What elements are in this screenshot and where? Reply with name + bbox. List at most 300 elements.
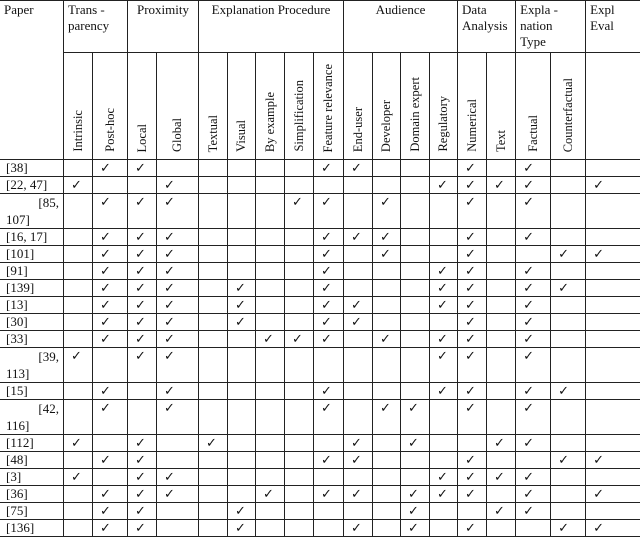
empty-cell bbox=[157, 160, 199, 177]
empty-cell bbox=[256, 469, 285, 486]
check-mark-cell: ✓ bbox=[157, 246, 199, 263]
empty-cell bbox=[199, 194, 228, 229]
empty-cell bbox=[64, 246, 93, 263]
group-header: Audience bbox=[344, 1, 458, 53]
check-mark-cell: ✓ bbox=[128, 314, 157, 331]
empty-cell bbox=[228, 469, 256, 486]
empty-cell bbox=[256, 297, 285, 314]
column-header bbox=[344, 53, 373, 160]
check-mark-cell: ✓ bbox=[314, 194, 344, 229]
paper-ref-line: [39, bbox=[38, 349, 59, 364]
check-mark-cell: ✓ bbox=[93, 160, 128, 177]
empty-cell bbox=[586, 400, 640, 435]
check-mark-cell: ✓ bbox=[344, 160, 373, 177]
paper-cell bbox=[0, 400, 64, 435]
empty-cell bbox=[256, 246, 285, 263]
empty-cell bbox=[344, 400, 373, 435]
check-mark-cell: ✓ bbox=[516, 177, 551, 194]
check-mark-cell: ✓ bbox=[314, 331, 344, 348]
column-header-label: By example bbox=[262, 91, 277, 152]
empty-cell bbox=[285, 314, 314, 331]
empty-cell bbox=[487, 331, 516, 348]
empty-cell bbox=[157, 503, 199, 520]
check-mark-cell: ✓ bbox=[373, 194, 401, 229]
check-mark-cell: ✓ bbox=[314, 383, 344, 400]
check-mark-cell: ✓ bbox=[93, 297, 128, 314]
check-mark-cell: ✓ bbox=[344, 486, 373, 503]
empty-cell bbox=[285, 263, 314, 280]
empty-cell bbox=[551, 503, 586, 520]
empty-cell bbox=[373, 263, 401, 280]
check-mark-cell: ✓ bbox=[516, 229, 551, 246]
column-header bbox=[586, 53, 640, 160]
empty-cell bbox=[586, 280, 640, 297]
empty-cell bbox=[64, 314, 93, 331]
check-mark-cell: ✓ bbox=[516, 280, 551, 297]
column-header-label: Counterfactual bbox=[560, 77, 575, 152]
paper-cell: [30] bbox=[0, 314, 64, 331]
check-mark-cell: ✓ bbox=[314, 229, 344, 246]
check-mark-cell: ✓ bbox=[458, 331, 487, 348]
empty-cell bbox=[285, 435, 314, 452]
group-header-row bbox=[0, 1, 640, 53]
empty-cell bbox=[551, 486, 586, 503]
empty-cell bbox=[64, 160, 93, 177]
empty-cell bbox=[551, 435, 586, 452]
empty-cell bbox=[401, 331, 430, 348]
check-mark-cell: ✓ bbox=[551, 452, 586, 469]
empty-cell bbox=[586, 314, 640, 331]
empty-cell bbox=[314, 435, 344, 452]
check-mark-cell: ✓ bbox=[430, 263, 458, 280]
empty-cell bbox=[199, 280, 228, 297]
paper-cell: [75] bbox=[0, 503, 64, 520]
empty-cell bbox=[586, 383, 640, 400]
paper-cell: [38] bbox=[0, 160, 64, 177]
check-mark-cell: ✓ bbox=[458, 160, 487, 177]
empty-cell bbox=[228, 486, 256, 503]
check-mark-cell: ✓ bbox=[458, 263, 487, 280]
table-row bbox=[0, 314, 640, 331]
paper-cell: [15] bbox=[0, 383, 64, 400]
empty-cell bbox=[551, 400, 586, 435]
paper-cell: [33] bbox=[0, 331, 64, 348]
check-mark-cell: ✓ bbox=[458, 194, 487, 229]
check-mark-cell: ✓ bbox=[128, 435, 157, 452]
empty-cell bbox=[373, 314, 401, 331]
paper-cell: [101] bbox=[0, 246, 64, 263]
empty-cell bbox=[285, 246, 314, 263]
empty-cell bbox=[516, 520, 551, 537]
check-mark-cell: ✓ bbox=[487, 469, 516, 486]
check-mark-cell: ✓ bbox=[93, 314, 128, 331]
empty-cell bbox=[344, 331, 373, 348]
paper-cell: [13] bbox=[0, 297, 64, 314]
empty-cell bbox=[487, 400, 516, 435]
check-mark-cell: ✓ bbox=[551, 246, 586, 263]
empty-cell bbox=[157, 520, 199, 537]
empty-cell bbox=[228, 177, 256, 194]
check-mark-cell: ✓ bbox=[314, 263, 344, 280]
empty-cell bbox=[516, 246, 551, 263]
empty-cell bbox=[401, 229, 430, 246]
column-header bbox=[314, 53, 344, 160]
empty-cell bbox=[285, 383, 314, 400]
empty-cell bbox=[487, 383, 516, 400]
check-mark-cell: ✓ bbox=[430, 348, 458, 383]
empty-cell bbox=[199, 348, 228, 383]
empty-cell bbox=[487, 486, 516, 503]
column-header-label: Factual bbox=[525, 115, 540, 152]
check-mark-cell: ✓ bbox=[314, 314, 344, 331]
check-mark-cell: ✓ bbox=[314, 400, 344, 435]
check-mark-cell: ✓ bbox=[128, 229, 157, 246]
column-header bbox=[487, 53, 516, 160]
empty-cell bbox=[487, 160, 516, 177]
check-mark-cell: ✓ bbox=[586, 486, 640, 503]
paper-cell: [112] bbox=[0, 435, 64, 452]
paper-ref-line: [42, bbox=[38, 401, 59, 416]
check-mark-cell: ✓ bbox=[256, 486, 285, 503]
empty-cell bbox=[285, 280, 314, 297]
check-mark-cell: ✓ bbox=[157, 383, 199, 400]
check-mark-cell: ✓ bbox=[314, 246, 344, 263]
empty-cell bbox=[256, 263, 285, 280]
empty-cell bbox=[285, 400, 314, 435]
empty-cell bbox=[256, 229, 285, 246]
check-mark-cell: ✓ bbox=[93, 246, 128, 263]
check-mark-cell: ✓ bbox=[586, 520, 640, 537]
check-mark-cell: ✓ bbox=[344, 452, 373, 469]
empty-cell bbox=[430, 246, 458, 263]
check-mark-cell: ✓ bbox=[128, 194, 157, 229]
paper-cell bbox=[0, 348, 64, 383]
empty-cell bbox=[344, 194, 373, 229]
check-mark-cell: ✓ bbox=[157, 177, 199, 194]
table-row bbox=[0, 400, 640, 435]
empty-cell bbox=[157, 452, 199, 469]
empty-cell bbox=[199, 520, 228, 537]
table-row bbox=[0, 280, 640, 297]
empty-cell bbox=[199, 331, 228, 348]
column-header-label: Visual bbox=[234, 120, 249, 152]
empty-cell bbox=[586, 503, 640, 520]
check-mark-cell: ✓ bbox=[314, 486, 344, 503]
paper-ref-line: 107] bbox=[6, 212, 30, 227]
check-mark-cell: ✓ bbox=[401, 400, 430, 435]
empty-cell bbox=[344, 280, 373, 297]
empty-cell bbox=[487, 520, 516, 537]
column-header-label: Developer bbox=[379, 99, 394, 152]
check-mark-cell: ✓ bbox=[93, 280, 128, 297]
group-header: Trans -parency bbox=[64, 1, 128, 53]
empty-cell bbox=[64, 452, 93, 469]
paper-header: Paper bbox=[0, 1, 64, 160]
empty-cell bbox=[256, 280, 285, 297]
empty-cell bbox=[199, 503, 228, 520]
empty-cell bbox=[285, 160, 314, 177]
table-row bbox=[0, 160, 640, 177]
empty-cell bbox=[551, 177, 586, 194]
group-header: Expla -nation Type bbox=[516, 1, 586, 53]
check-mark-cell: ✓ bbox=[199, 435, 228, 452]
check-mark-cell: ✓ bbox=[516, 160, 551, 177]
table-row bbox=[0, 520, 640, 537]
empty-cell bbox=[586, 229, 640, 246]
empty-cell bbox=[285, 486, 314, 503]
check-mark-cell: ✓ bbox=[586, 177, 640, 194]
empty-cell bbox=[458, 435, 487, 452]
check-mark-cell: ✓ bbox=[314, 280, 344, 297]
check-mark-cell: ✓ bbox=[256, 331, 285, 348]
empty-cell bbox=[430, 503, 458, 520]
check-mark-cell: ✓ bbox=[516, 331, 551, 348]
empty-cell bbox=[64, 229, 93, 246]
paper-cell bbox=[0, 194, 64, 229]
empty-cell bbox=[430, 400, 458, 435]
empty-cell bbox=[285, 297, 314, 314]
empty-cell bbox=[586, 160, 640, 177]
empty-cell bbox=[551, 229, 586, 246]
check-mark-cell: ✓ bbox=[128, 469, 157, 486]
table-row bbox=[0, 383, 640, 400]
empty-cell bbox=[256, 160, 285, 177]
paper-cell: [3] bbox=[0, 469, 64, 486]
empty-cell bbox=[314, 503, 344, 520]
empty-cell bbox=[586, 194, 640, 229]
check-mark-cell: ✓ bbox=[458, 177, 487, 194]
empty-cell bbox=[256, 503, 285, 520]
column-header bbox=[64, 53, 93, 160]
column-header-label: Feature relevance bbox=[321, 63, 336, 152]
paper-cell: [139] bbox=[0, 280, 64, 297]
empty-cell bbox=[344, 503, 373, 520]
check-mark-cell: ✓ bbox=[344, 229, 373, 246]
empty-cell bbox=[256, 314, 285, 331]
empty-cell bbox=[373, 177, 401, 194]
empty-cell bbox=[199, 452, 228, 469]
paper-cell: [16, 17] bbox=[0, 229, 64, 246]
check-mark-cell: ✓ bbox=[93, 263, 128, 280]
empty-cell bbox=[373, 383, 401, 400]
empty-cell bbox=[344, 263, 373, 280]
check-mark-cell: ✓ bbox=[516, 263, 551, 280]
empty-cell bbox=[373, 297, 401, 314]
column-header-label: Global bbox=[170, 117, 184, 152]
empty-cell bbox=[458, 503, 487, 520]
empty-cell bbox=[487, 314, 516, 331]
empty-cell bbox=[586, 469, 640, 486]
empty-cell bbox=[551, 263, 586, 280]
check-mark-cell: ✓ bbox=[128, 348, 157, 383]
empty-cell bbox=[551, 331, 586, 348]
empty-cell bbox=[551, 469, 586, 486]
empty-cell bbox=[199, 469, 228, 486]
check-mark-cell: ✓ bbox=[285, 194, 314, 229]
check-mark-cell: ✓ bbox=[228, 280, 256, 297]
empty-cell bbox=[256, 400, 285, 435]
column-header-label: Regulatory bbox=[436, 96, 451, 152]
check-mark-cell: ✓ bbox=[128, 486, 157, 503]
check-mark-cell: ✓ bbox=[516, 383, 551, 400]
table-row bbox=[0, 452, 640, 469]
column-header bbox=[228, 53, 256, 160]
empty-cell bbox=[199, 297, 228, 314]
empty-cell bbox=[93, 348, 128, 383]
check-mark-cell: ✓ bbox=[430, 383, 458, 400]
check-mark-cell: ✓ bbox=[228, 520, 256, 537]
check-mark-cell: ✓ bbox=[551, 520, 586, 537]
empty-cell bbox=[228, 452, 256, 469]
empty-cell bbox=[199, 246, 228, 263]
empty-cell bbox=[256, 452, 285, 469]
check-mark-cell: ✓ bbox=[64, 469, 93, 486]
empty-cell bbox=[93, 177, 128, 194]
empty-cell bbox=[128, 383, 157, 400]
empty-cell bbox=[228, 383, 256, 400]
empty-cell bbox=[64, 486, 93, 503]
check-mark-cell: ✓ bbox=[516, 435, 551, 452]
check-mark-cell: ✓ bbox=[93, 331, 128, 348]
check-mark-cell: ✓ bbox=[64, 177, 93, 194]
check-mark-cell: ✓ bbox=[401, 520, 430, 537]
column-header-label: Intrinsic bbox=[70, 110, 85, 152]
check-mark-cell: ✓ bbox=[430, 486, 458, 503]
empty-cell bbox=[373, 348, 401, 383]
empty-cell bbox=[401, 383, 430, 400]
empty-cell bbox=[551, 194, 586, 229]
empty-cell bbox=[228, 246, 256, 263]
check-mark-cell: ✓ bbox=[344, 314, 373, 331]
empty-cell bbox=[314, 469, 344, 486]
empty-cell bbox=[401, 469, 430, 486]
check-mark-cell: ✓ bbox=[93, 229, 128, 246]
empty-cell bbox=[373, 486, 401, 503]
column-header bbox=[551, 53, 586, 160]
empty-cell bbox=[228, 194, 256, 229]
empty-cell bbox=[401, 263, 430, 280]
empty-cell bbox=[64, 503, 93, 520]
check-mark-cell: ✓ bbox=[373, 246, 401, 263]
table-row bbox=[0, 331, 640, 348]
column-header bbox=[401, 53, 430, 160]
empty-cell bbox=[314, 348, 344, 383]
check-mark-cell: ✓ bbox=[344, 297, 373, 314]
empty-cell bbox=[430, 194, 458, 229]
table-row bbox=[0, 348, 640, 383]
empty-cell bbox=[401, 348, 430, 383]
table-row bbox=[0, 263, 640, 280]
check-mark-cell: ✓ bbox=[128, 520, 157, 537]
check-mark-cell: ✓ bbox=[516, 194, 551, 229]
check-mark-cell: ✓ bbox=[458, 469, 487, 486]
check-mark-cell: ✓ bbox=[314, 452, 344, 469]
empty-cell bbox=[199, 229, 228, 246]
check-mark-cell: ✓ bbox=[157, 469, 199, 486]
paper-cell: [48] bbox=[0, 452, 64, 469]
check-mark-cell: ✓ bbox=[93, 383, 128, 400]
table-row bbox=[0, 177, 640, 194]
check-mark-cell: ✓ bbox=[128, 280, 157, 297]
column-header bbox=[157, 53, 199, 160]
check-mark-cell: ✓ bbox=[458, 452, 487, 469]
empty-cell bbox=[430, 435, 458, 452]
check-mark-cell: ✓ bbox=[458, 229, 487, 246]
check-mark-cell: ✓ bbox=[64, 348, 93, 383]
empty-cell bbox=[344, 246, 373, 263]
empty-cell bbox=[314, 177, 344, 194]
check-mark-cell: ✓ bbox=[157, 263, 199, 280]
empty-cell bbox=[430, 520, 458, 537]
empty-cell bbox=[256, 435, 285, 452]
table-row bbox=[0, 503, 640, 520]
check-mark-cell: ✓ bbox=[344, 520, 373, 537]
table-body bbox=[0, 160, 640, 537]
column-header-label: Simplification bbox=[291, 80, 306, 152]
check-mark-cell: ✓ bbox=[516, 314, 551, 331]
column-header bbox=[516, 53, 551, 160]
check-mark-cell: ✓ bbox=[458, 314, 487, 331]
check-mark-cell: ✓ bbox=[516, 486, 551, 503]
check-mark-cell: ✓ bbox=[128, 246, 157, 263]
empty-cell bbox=[128, 400, 157, 435]
empty-cell bbox=[228, 160, 256, 177]
empty-cell bbox=[199, 177, 228, 194]
check-mark-cell: ✓ bbox=[93, 452, 128, 469]
group-header: Expl Eval bbox=[586, 1, 640, 53]
check-mark-cell: ✓ bbox=[93, 503, 128, 520]
column-header-label: Local bbox=[134, 123, 149, 152]
empty-cell bbox=[401, 246, 430, 263]
check-mark-cell: ✓ bbox=[586, 452, 640, 469]
paper-cell: [91] bbox=[0, 263, 64, 280]
column-header-label: Text bbox=[493, 129, 508, 152]
check-mark-cell: ✓ bbox=[373, 229, 401, 246]
empty-cell bbox=[373, 160, 401, 177]
check-mark-cell: ✓ bbox=[458, 348, 487, 383]
empty-cell bbox=[285, 229, 314, 246]
empty-cell bbox=[551, 160, 586, 177]
check-mark-cell: ✓ bbox=[458, 383, 487, 400]
empty-cell bbox=[586, 331, 640, 348]
empty-cell bbox=[401, 452, 430, 469]
empty-cell bbox=[256, 194, 285, 229]
check-mark-cell: ✓ bbox=[157, 194, 199, 229]
check-mark-cell: ✓ bbox=[430, 177, 458, 194]
check-mark-cell: ✓ bbox=[458, 520, 487, 537]
empty-cell bbox=[285, 520, 314, 537]
paper-cell: [36] bbox=[0, 486, 64, 503]
empty-cell bbox=[373, 280, 401, 297]
empty-cell bbox=[487, 194, 516, 229]
check-mark-cell: ✓ bbox=[157, 486, 199, 503]
empty-cell bbox=[430, 314, 458, 331]
column-header-label: End-user bbox=[350, 106, 365, 152]
empty-cell bbox=[64, 331, 93, 348]
column-header bbox=[128, 53, 157, 160]
empty-cell bbox=[344, 177, 373, 194]
check-mark-cell: ✓ bbox=[157, 229, 199, 246]
column-header-label: Textual bbox=[205, 114, 220, 152]
empty-cell bbox=[487, 452, 516, 469]
empty-cell bbox=[93, 435, 128, 452]
empty-cell bbox=[373, 435, 401, 452]
empty-cell bbox=[487, 229, 516, 246]
empty-cell bbox=[64, 297, 93, 314]
empty-cell bbox=[64, 194, 93, 229]
empty-cell bbox=[430, 229, 458, 246]
check-mark-cell: ✓ bbox=[157, 348, 199, 383]
